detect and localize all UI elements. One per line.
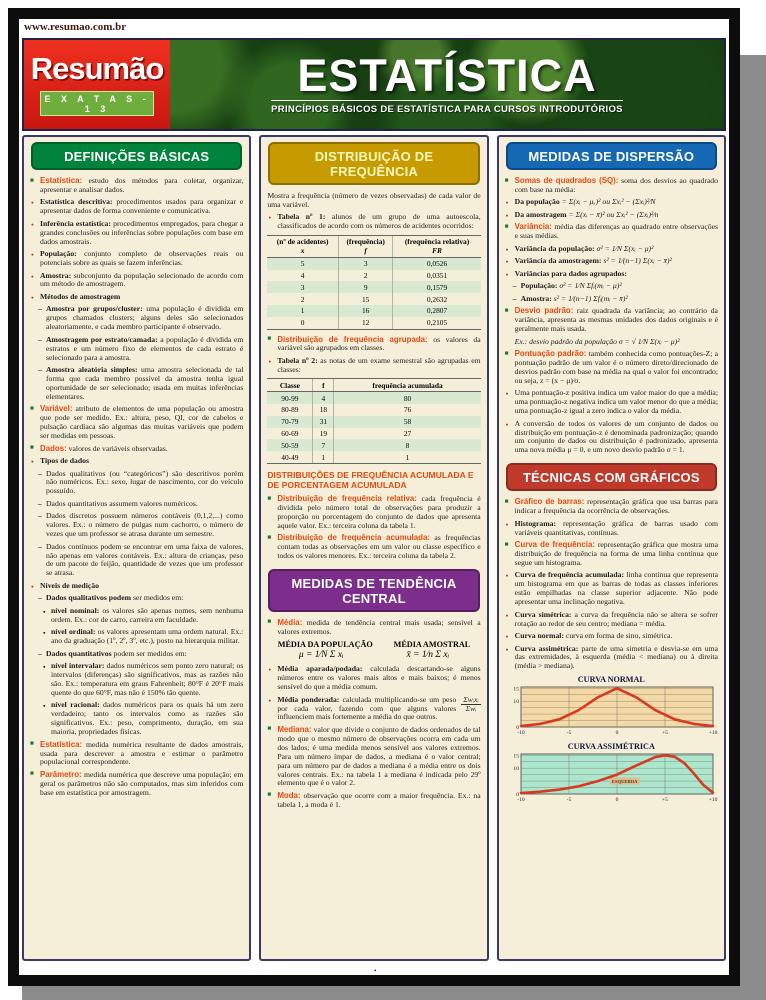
- population-mean-formula: μ = 1⁄N Σ xᵢ: [298, 650, 344, 661]
- entry: – Dados quantitativos podem ser medidos em:: [30, 650, 243, 659]
- entry: ■ Gráfico de barras: representação gráfica que usa barras para indicar a frequência da ocorrência de observações.: [505, 498, 718, 516]
- entry: ● Variância da amostragem: s² = 1⁄(n−1) Σ(xᵢ − x̄)²: [505, 257, 718, 266]
- entry: ● Curva simétrica: a curva da frequência não se altera se sofrer rotação ao redor de seu centro; mediana = média.: [505, 611, 718, 629]
- svg-text:10: 10: [513, 766, 520, 773]
- skewed-curve-plot: [505, 752, 717, 806]
- entry: – População: σ² = 1⁄N Σfᵢ(mᵢ − μ)²: [505, 282, 718, 291]
- entry: ● Tipos de dados: [30, 457, 243, 466]
- entry: Mostra a frequência (número de vezes observadas) de cada valor de uma variável.: [267, 191, 481, 209]
- entry: ■ Dados: valores de variáveis observadas.: [30, 445, 243, 454]
- weighted-mean-formula: ● Σwᵢxᵢ Σwᵢ: [463, 694, 479, 713]
- frequency-table-1: (nº de acidentes) x (frequência) f (frequência relativa) FR 5 3 0,0526 4 2 0,0351 3 9 0,1579 2 15 0,2632 1 16 0,2807 0 12 0,2105: [267, 235, 480, 330]
- entry: ● nível intervalar: dados numéricos sem ponto zero natural; os intervalos (diferenças) são significativos, mas as razões não são. Ex.: temperatura em graus Fahrenheit; 80°F é 20°F mais quente do que 60°F, mas não é 150% tão quente.: [30, 662, 243, 698]
- section-header-tendencia-central: MEDIDAS DE TENDÊNCIA CENTRAL: [268, 569, 479, 612]
- section-header-definicoes-basicas: DEFINIÇÕES BÁSICAS: [31, 142, 242, 170]
- entry: ■ Distribuição de frequência agrupada: os valores da variável são agrupados em classes.: [267, 336, 480, 354]
- frequency-table-2: Classe f frequência acumulada 90-99 4 80 80-89 18 76 70-79 31 58 60-69 19 27 50-59 7 8 40-49 1 1: [267, 378, 480, 464]
- entry: ■ Mediana: valor que divide o conjunto de dados ordenados de tal modo que o mesmo número de observações ocorra em cada um dos lados; é uma medida menos sensível aos valores extremos. Para um número ímpar de dados, a mediana é o valor central; para um número par de dados a mediana é a média entre os dois valores centrais. Ex.: na tabela 1 a mediana é indicada pelo 29º elemento que é o valor 2.: [267, 726, 480, 788]
- entry: – Dados qualitativos (ou “categóricos”) são descritivos porém não numéricos. Ex.: sexo, lugar de nascimento, cor do veículo possuído.: [30, 470, 243, 497]
- site-url-link[interactable]: www.resumao.com.br: [24, 21, 127, 33]
- page-title: ESTATÍSTICA: [297, 50, 597, 101]
- column-medidas-dispersao: [497, 135, 726, 961]
- svg-text:-5: -5: [566, 796, 572, 803]
- svg-text:+10: +10: [708, 796, 718, 803]
- entry: ■ Média: medida de tendência central mais usada; sensível a valores extremos.: [267, 619, 480, 637]
- svg-text:-10: -10: [517, 729, 526, 736]
- title-area: [170, 40, 724, 129]
- svg-text:ESQUERDA: ESQUERDA: [612, 779, 638, 785]
- entry: ● Curva normal: curva em forma de sino, simétrica.: [505, 632, 718, 641]
- svg-text:0: 0: [516, 724, 520, 731]
- brand-series-label: E X A T A S - 1 3: [40, 91, 154, 116]
- entry: ■ Estatística: estudo dos métodos para coletar, organizar, apresentar e analisar dados.: [30, 177, 243, 195]
- svg-text:10: 10: [513, 699, 520, 706]
- svg-text:+5: +5: [662, 796, 669, 803]
- column-distribuicao-frequencia: [259, 135, 488, 961]
- entry: ● nível nominal: os valores são apenas nomes, sem nenhuma ordem. Ex.: cor de carro, carreira em faculdade.: [30, 607, 243, 625]
- entry: ● Tabela nº 1: alunos de um grupo de uma autoescola, classificados de acordo com os números de acidentes ocorridos:: [267, 213, 480, 231]
- svg-text:0: 0: [615, 796, 619, 803]
- content-columns: [22, 135, 726, 961]
- section-header-medidas-dispersao: MEDIDAS DE DISPERSÃO: [506, 142, 717, 170]
- entry: – Dados qualitativos podem ser medidos em:: [30, 594, 243, 603]
- entry: ● nível ordinal: os valores apresentam uma ordem natural. Ex.: ano da graduação (1º, 2º, 3º, etc.), posto na hierarquia militar.: [30, 628, 243, 646]
- entry: ● Tabela nº 2: as notas de um exame semestral são agrupadas em classes:: [267, 357, 480, 375]
- entry: ■ Pontuação padrão: também conhecida como pontuações-Z; a pontuação padrão de um valor é o número direto/direcionado de desvios padrão com base na média na qual o valor foi encontrado; ou seja, z = (x − μ)⁄σ.: [505, 350, 718, 386]
- entry: ● Média aparada/podada: calculada descartando-se alguns números entre os valores mais altos e mais baixos; é menos sensível do que a média comum.: [267, 665, 480, 692]
- svg-text:-10: -10: [517, 796, 526, 803]
- entry: ■ Variável: atributo de elementos de uma população ou amostra que pode ser medido. Ex.: altura, peso, QI, cor de cabelos e pulsação cardíaca são algumas das muitas variáveis que podem ser medidas em pessoas.: [30, 405, 243, 441]
- entry: ■ Curva de frequência: representação gráfica que mostra uma distribuição de frequência na forma de uma linha contínua que segue um histograma.: [505, 541, 718, 568]
- entry: ● nível racional: dados numéricos para os quais há um zero verdadeiro; tanto os intervalos como as razões são significativos. Ex.: peso, comprimento, duração, em sua maioria, propriedades físicas.: [30, 701, 243, 737]
- entry: – Amostra aleatória simples: uma amostra selecionada de tal forma que cada membro possível da amostra tenha igual oportunidade de ser selecionado; usada em muitas inferências elementares.: [30, 366, 243, 402]
- entry: ● Métodos de amostragem: [30, 293, 243, 302]
- svg-text:-5: -5: [566, 729, 572, 736]
- entry: – Dados contínuos podem se encontrar em uma faixa de valores, não apenas em valores contáveis. Ex.: altura de crianças, peso de um pacote de feijão, quantidade de vezes que um professor se atrasa.: [30, 543, 243, 579]
- svg-text:15: 15: [513, 753, 520, 760]
- entry: – Amostra: s² = 1⁄(n−1) Σfᵢ(mᵢ − x̄)²: [505, 295, 718, 304]
- section-header-tecnicas-graficos: TÉCNICAS COM GRÁFICOS: [506, 463, 717, 491]
- column-definicoes-basicas: [22, 135, 251, 961]
- entry: ● Da amostragem = Σ(xᵢ − x̄)² ou Σxᵢ² − (Σxᵢ)²⁄n: [505, 211, 718, 220]
- mean-formulas: [267, 650, 480, 660]
- entry: ■ Parâmetro: medida numérica que descreve uma população; em geral os parâmetros não são computados, mas sim inferidos com base em estatística por amostragem.: [30, 771, 243, 798]
- brand-name: Resumão: [30, 51, 164, 86]
- entry: ● Histograma: representação gráfica de barras usado com variáveis quantitativas, contínuas.: [505, 520, 718, 538]
- entry: ● Variâncias para dados agrupados:: [505, 270, 718, 279]
- entry: ■ Distribuição de frequência relativa: cada frequência é dividida pelo número total de observações para produzir a proporção ou porcentagem do conjunto de dados que apresenta aquele valor. Ex.: terceira coluna da tabela 1.: [267, 495, 480, 531]
- page-number-marker: •: [374, 967, 377, 975]
- chart-title: CURVA NORMAL: [577, 674, 645, 684]
- sample-mean-formula: x̄ = 1⁄n Σ xᵢ: [406, 650, 450, 661]
- entry: – Dados discretos possuem números contáveis (0,1,2,...) como valores. Ex.: o número de pulgas num cachorro, o número de vezes que um professor se atrasa durante um semestre.: [30, 512, 243, 539]
- header-banner: [22, 38, 726, 131]
- entry: ■ Estatística: medida numérica resultante de dados amostrais, usada para descrever a amostra e estimar o parâmetro populacional correspondente.: [30, 741, 243, 768]
- entry: ■ Distribuição de frequência acumulada: as frequências contam todas as observações em um valor ou classe específico e todos os valores menores. Ex.: terceira coluna da tabela 2.: [267, 534, 480, 561]
- normal-curve-plot: [505, 685, 717, 739]
- mean-formula-headings: MÉDIA DA POPULAÇÃO MÉDIA AMOSTRAL: [277, 640, 471, 650]
- normal-curve-chart: [505, 675, 718, 739]
- population-stddev-example: Ex.: desvio padrão da população σ = √ 1⁄N Σ(xᵢ − μ)²: [514, 336, 680, 346]
- section-header-distribuicao-frequencia: DISTRIBUIÇÃO DE FREQUÊNCIA: [268, 142, 479, 185]
- entry: ■ Desvio padrão: raiz quadrada da variância; ao contrário da variância, apresenta as mesmas unidades dos dados originais e é geralmente mais usada.: [505, 307, 718, 334]
- entry: ■ Variância: média das diferenças ao quadrado entre observações e suas médias.: [505, 223, 718, 241]
- entry: ● A conversão de todos os valores de um conjunto de dados ou distribuição em pontuação-z é denominada padronização; quando um conjunto de dados ou distribuição é padronizado, apresenta uma nova média μ = 0, e um novo desvio padrão σ = 1.: [505, 420, 718, 456]
- svg-text:+5: +5: [662, 729, 669, 736]
- chart-title: CURVA ASSIMÉTRICA: [567, 741, 655, 751]
- entry: ■ Somas de quadrados (SQ): soma dos desvios ao quadrado com base na média:: [505, 177, 718, 195]
- entry: ● Amostra: subconjunto da população selecionado de acordo com um método de amostragem.: [30, 272, 243, 290]
- entry: ● Inferência estatística: procedimentos empregados, para chegar a grandes conclusões ou inferências sobre populações com base em dados amostrais.: [30, 220, 243, 247]
- entry: ● População: conjunto completo de observações reais ou potenciais sobre as quais se fazem inferências.: [30, 250, 243, 268]
- subsection-header-acumulada: DISTRIBUIÇÕES DE FREQUÊNCIA ACUMULADA E DE PORCENTAGEM ACUMULADA: [267, 470, 474, 490]
- entry: ● Curva de frequência acumulada: linha contínua que representa um histograma em que as barras de todas as classes inferiores estão empilhadas na classe superior adjacente. Não pode apresentar uma inclinação negativa.: [505, 571, 718, 607]
- entry: ● Curva assimétrica: parte de uma simetria e desvia-se em uma das extremidades, à esquerda (média < mediana) ou à direita (média > mediana).: [505, 645, 718, 672]
- entry: ● Estatística descritiva: procedimentos usados para organizar e apresentar dados de forma conveniente e comunicativa.: [30, 198, 243, 216]
- svg-text:+10: +10: [708, 729, 718, 736]
- entry: ■ Moda: observação que ocorre com a maior frequência. Ex.: na tabela 1, a moda é 1.: [267, 792, 480, 810]
- entry: ● Uma pontuação-z positiva indica um valor maior do que a média; uma pontuação-z negativa indica um valor menor do que a média; uma pontuação-z igual a zero indica o valor da média.: [505, 389, 718, 416]
- entry: ● Níveis de medição: [30, 582, 243, 591]
- study-card-page: [8, 8, 740, 986]
- entry: – Dados quantitativos assumem valores numéricos.: [30, 500, 243, 509]
- brand-logo: [24, 40, 170, 129]
- entry: – Amostragem por estrato/camada: a população é dividida em estratos e um número fixo de elementos de cada estrato é selecionado para a amostra.: [30, 336, 243, 363]
- page-subtitle: PRINCÍPIOS BÁSICOS DE ESTATÍSTICA PARA CURSOS INTRODUTÓRIOS: [271, 100, 623, 115]
- svg-text:15: 15: [513, 686, 520, 693]
- entry: ● Variância da população: σ² = 1⁄N Σ(xᵢ − μ)²: [505, 245, 718, 254]
- entry: – Amostra por grupos/cluster: uma população é dividida em grupos chamados clusters; alguns deles são selecionados aleatoriamente, e cada membro participante é observado.: [30, 305, 243, 332]
- skewed-curve-chart: [505, 742, 718, 806]
- svg-text:0: 0: [615, 729, 619, 736]
- svg-text:0: 0: [516, 791, 520, 798]
- entry: ● Da população = Σ(xᵢ − μₓ)² ou Σxᵢ² − (Σxᵢ)²⁄N: [505, 198, 718, 207]
- entry: ● Σwᵢxᵢ Σwᵢ Média ponderada: calculada multiplicando-se um peso por cada valor, fazendo com que alguns valores influenciem mais fortemente a média do que outros.: [267, 696, 480, 723]
